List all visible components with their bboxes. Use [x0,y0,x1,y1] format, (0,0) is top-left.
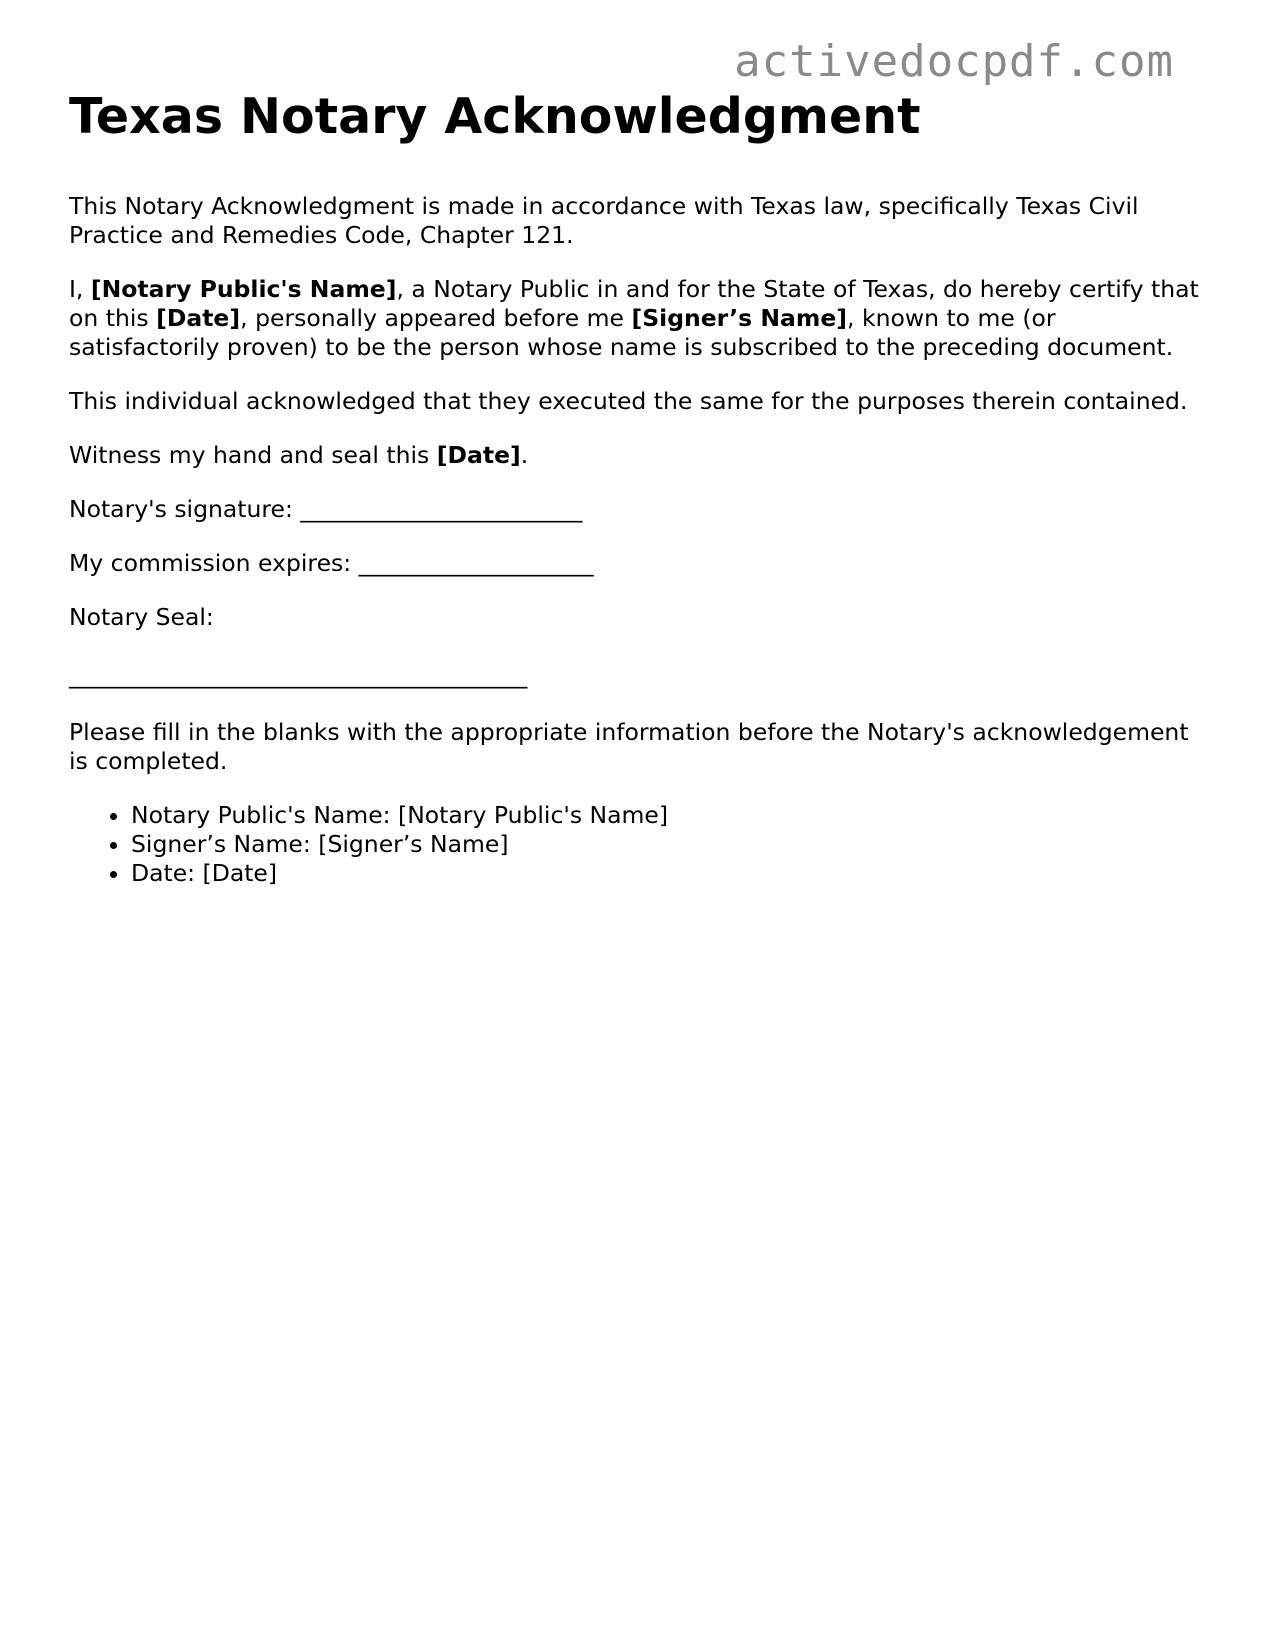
certification-suffix: , known to me (or satisfactorily proven) to be the person whose name is subscribed to the preceding document. [69,304,1174,361]
notary-seal-label: Notary Seal: [69,603,214,631]
certification-mid2: , personally appeared before me [240,304,632,332]
certification-paragraph [69,275,1199,362]
list-item: • Date: [Date] [131,859,1199,888]
intro-paragraph: This Notary Acknowledgment is made in accordance with Texas law, specifically Texas Civil Practice and Remedies Code, Chapter 121. [69,192,1139,249]
notary-seal-line: _______________________________________ [69,661,528,689]
certification-mid1: , a Notary Public in and for the State of Texas, do hereby certify that on this [69,275,1199,332]
document-title: Texas Notary Acknowledgment [69,88,921,145]
witness-prefix: Witness my hand and seal this [69,441,437,469]
acknowledged-paragraph: This individual acknowledged that they executed the same for the purposes therein contained. [69,387,1188,415]
certification-prefix: I, [69,275,91,303]
date-placeholder: [Date] [156,304,241,332]
fields-list [69,801,1199,888]
witness-date-placeholder: [Date] [436,441,521,469]
list-item: • Notary Public's Name: [Notary Public's Name] [131,801,1199,830]
witness-suffix: . [520,441,529,469]
instructions-paragraph: Please fill in the blanks with the appropriate information before the Notary's acknowledgement is completed. [69,718,1189,775]
notary-name-placeholder: [Notary Public's Name] [90,275,397,303]
notary-signature-line: Notary's signature: ________________________ [69,495,583,523]
document [69,86,1199,888]
witness-paragraph [69,441,1199,470]
watermark: activedocpdf.com [734,36,1174,87]
commission-expires-line: My commission expires: ____________________ [69,549,594,577]
list-item: • Signer’s Name: [Signer’s Name] [131,830,1199,859]
signer-name-placeholder: [Signer’s Name] [631,304,848,332]
